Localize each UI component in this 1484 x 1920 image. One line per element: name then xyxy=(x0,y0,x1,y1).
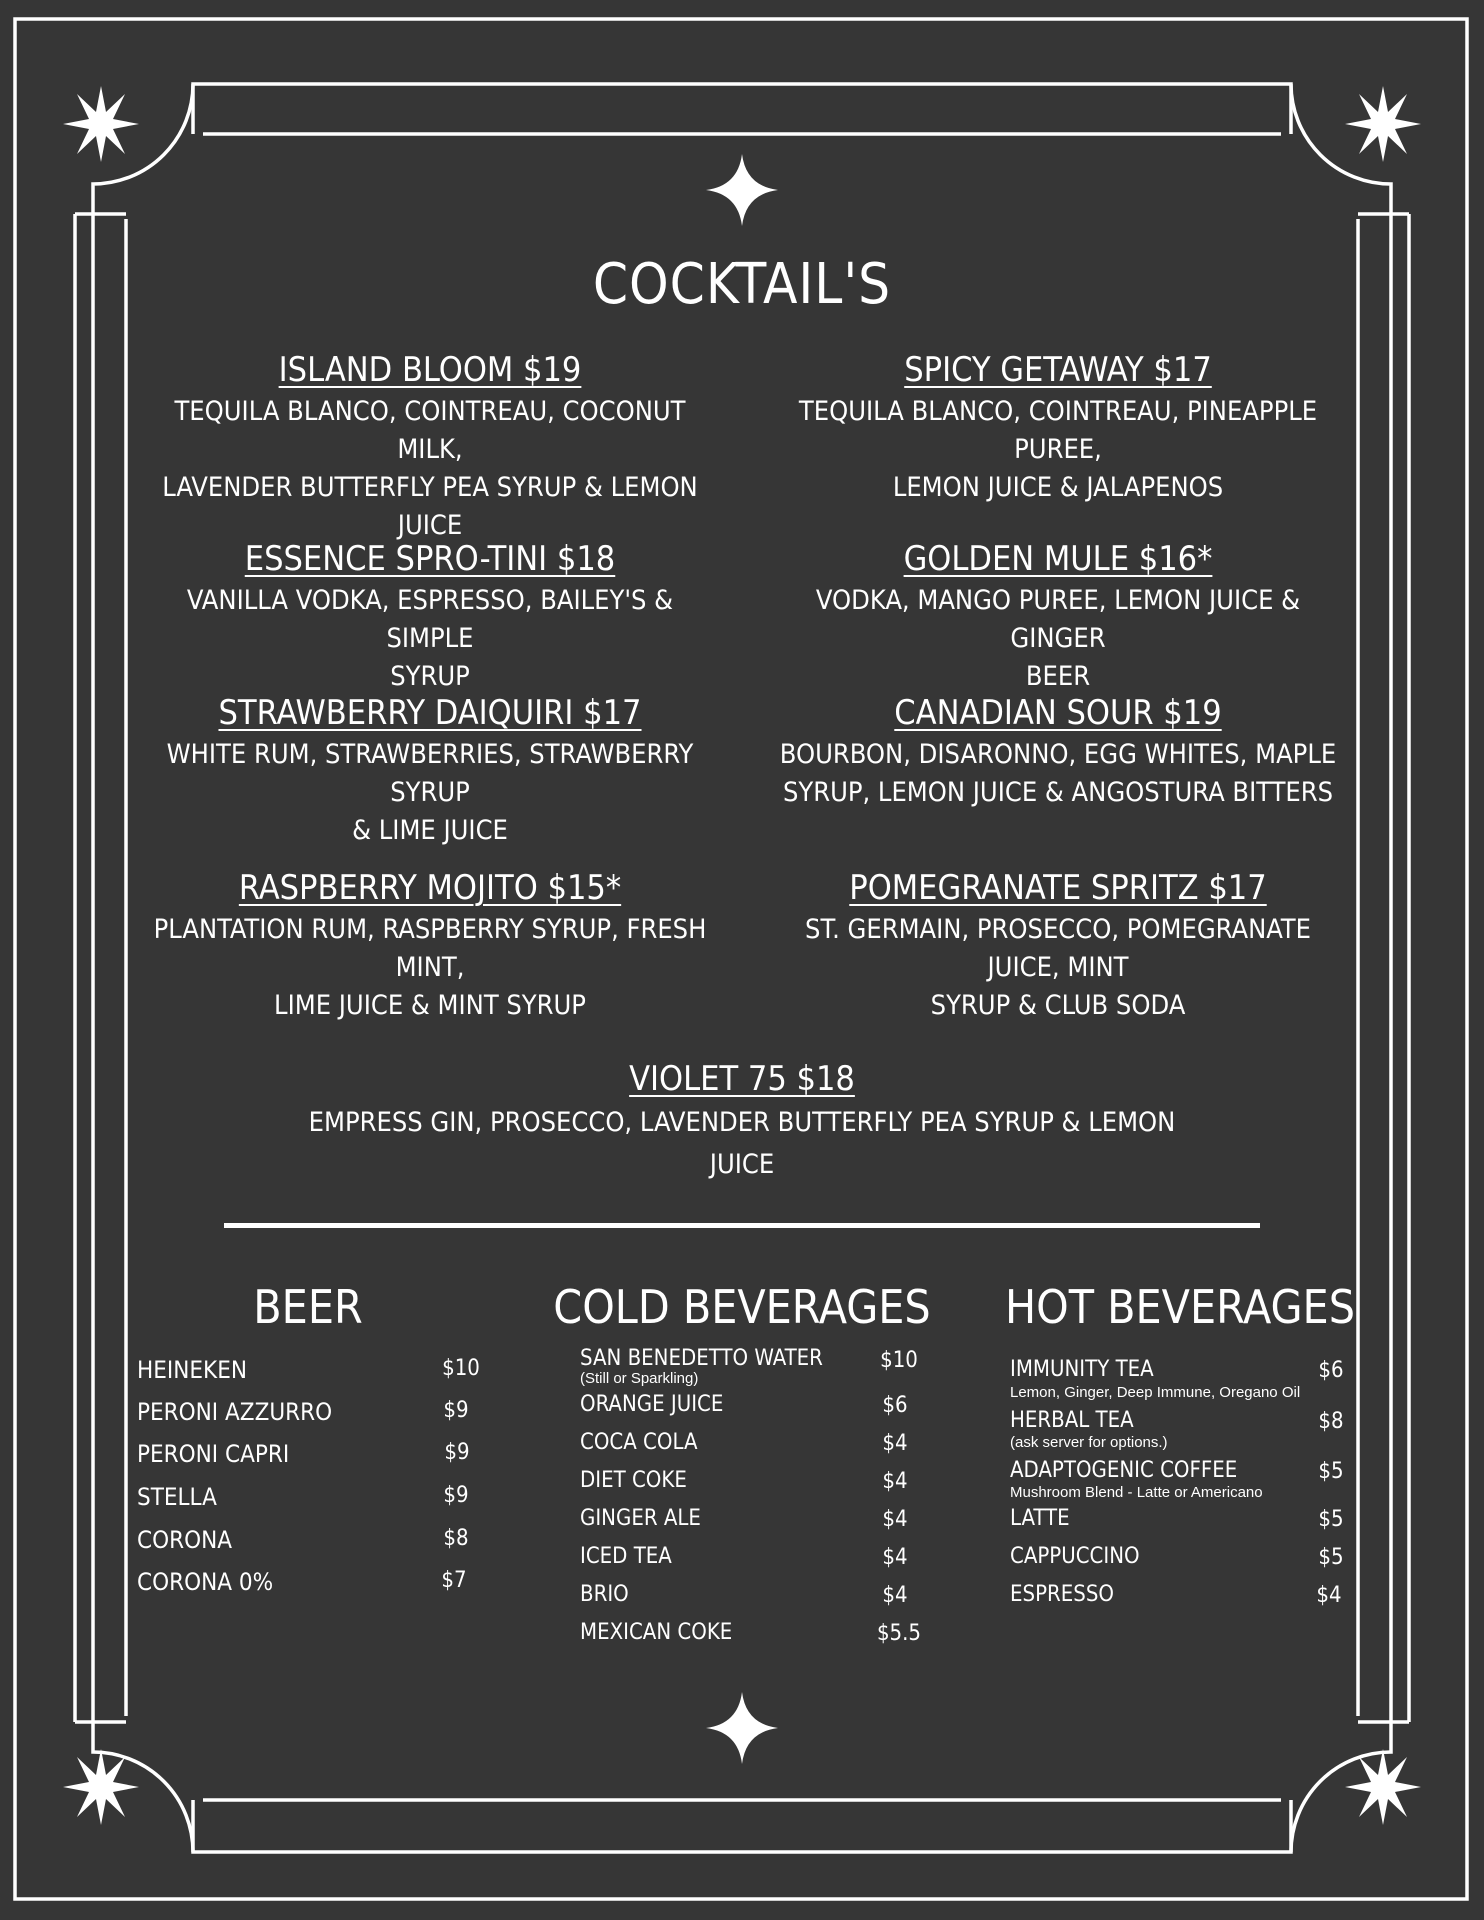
beer-item: CORONA xyxy=(137,1526,232,1554)
beer-item: HEINEKEN xyxy=(137,1356,247,1384)
cocktail-ingredients: BOURBON, DISARONNO, EGG WHITES, MAPLE SYRUP, LEMON JUICE & ANGOSTURA BITTERS xyxy=(779,739,1337,808)
hot-beverage-price: $6 xyxy=(1318,1358,1344,1383)
hot-beverage-price: $5 xyxy=(1318,1507,1344,1532)
hot-beverage-item: CAPPUCCINO xyxy=(1010,1544,1140,1569)
beer-price: $8 xyxy=(443,1526,469,1551)
beer-item: PERONI AZZURRO xyxy=(137,1398,333,1426)
cold-beverage-item: COCA COLA xyxy=(580,1430,698,1455)
cocktail-ingredients: TEQUILA BLANCO, COINTREAU, COCONUT MILK, LAVENDER BUTTERFLY PEA SYRUP & LEMON JUICE xyxy=(162,396,698,541)
cocktail-item xyxy=(292,1058,1192,1186)
hot-beverage-item: LATTE xyxy=(1010,1506,1070,1531)
cold-beverage-price: $10 xyxy=(880,1348,918,1373)
sparkle-icon-top-right xyxy=(1344,85,1422,163)
hot-beverage-price: $5 xyxy=(1318,1545,1344,1570)
cocktail-item xyxy=(778,692,1338,812)
cocktail-ingredients: WHITE RUM, STRAWBERRIES, STRAWBERRY SYRUP & LIME JUICE xyxy=(166,739,694,846)
cold-beverage-price: $5.5 xyxy=(876,1621,922,1646)
cold-beverage-item: BRIO xyxy=(580,1582,629,1607)
cold-beverage-price: $4 xyxy=(882,1431,908,1456)
cocktail-ingredients: TEQUILA BLANCO, COINTREAU, PINEAPPLE PUREE, LEMON JUICE & JALAPENOS xyxy=(798,396,1318,503)
cocktail-name: SPICY GETAWAY $17 xyxy=(904,350,1212,390)
beer-price: $9 xyxy=(444,1440,470,1465)
four-point-star-icon-top xyxy=(705,153,779,227)
sparkle-icon-bottom-right xyxy=(1344,1748,1422,1826)
beer-item: PERONI CAPRI xyxy=(137,1440,290,1468)
hot-beverage-price: $8 xyxy=(1318,1409,1344,1434)
cocktail-ingredients: ST. GERMAIN, PROSECCO, POMEGRANATE JUICE, MINT SYRUP & CLUB SODA xyxy=(805,914,1311,1021)
cold-beverage-price: $4 xyxy=(882,1545,908,1570)
cold-beverage-note: (Still or Sparkling) xyxy=(580,1370,699,1387)
cocktail-name: ISLAND BLOOM $19 xyxy=(278,350,582,390)
beer-price: $10 xyxy=(442,1356,480,1381)
cold-beverage-price: $6 xyxy=(882,1393,908,1418)
beer-item: STELLA xyxy=(137,1483,217,1511)
beer-price: $7 xyxy=(441,1568,467,1593)
hot-beverage-item: IMMUNITY TEA xyxy=(1010,1357,1154,1382)
cold-beverage-price: $4 xyxy=(882,1507,908,1532)
page-title: COCKTAIL'S xyxy=(592,252,892,317)
sparkle-icon-top-left xyxy=(62,85,140,163)
hot-beverage-note: Lemon, Ginger, Deep Immune, Oregano Oil xyxy=(1010,1384,1301,1401)
cold-beverage-item: GINGER ALE xyxy=(580,1506,701,1531)
beer-price: $9 xyxy=(443,1483,469,1508)
hot-beverage-item: ESPRESSO xyxy=(1010,1582,1114,1607)
beer-item: CORONA 0% xyxy=(137,1568,274,1596)
cocktail-ingredients: VANILLA VODKA, ESPRESSO, BAILEY'S & SIMPLE SYRUP xyxy=(186,585,674,692)
cold-beverage-price: $4 xyxy=(882,1469,908,1494)
cocktail-name: CANADIAN SOUR $19 xyxy=(894,693,1222,733)
cocktail-item xyxy=(150,349,710,545)
cocktail-ingredients: PLANTATION RUM, RASPBERRY SYRUP, FRESH MINT, LIME JUICE & MINT SYRUP xyxy=(153,914,707,1021)
beer-section-title: BEER xyxy=(253,1280,363,1334)
cold-beverage-item: ORANGE JUICE xyxy=(580,1392,724,1417)
cocktail-name: RASPBERRY MOJITO $15* xyxy=(238,868,622,908)
cold-beverage-item: MEXICAN COKE xyxy=(580,1620,733,1645)
hot-beverage-item: ADAPTOGENIC COFFEE xyxy=(1010,1458,1238,1483)
cold-beverage-price: $4 xyxy=(882,1583,908,1608)
cocktail-ingredients: VODKA, MANGO PUREE, LEMON JUICE & GINGER BEER xyxy=(815,585,1301,692)
cold-beverage-item: SAN BENEDETTO WATER xyxy=(580,1346,823,1371)
hot-beverage-price: $4 xyxy=(1316,1583,1342,1608)
cocktail-name: GOLDEN MULE $16* xyxy=(903,539,1213,579)
cocktail-item xyxy=(778,538,1338,696)
cocktail-name: ESSENCE SPRO-TINI $18 xyxy=(244,539,616,579)
cocktail-name: STRAWBERRY DAIQUIRI $17 xyxy=(218,693,642,733)
hot-beverages-section-title: HOT BEVERAGES xyxy=(1005,1280,1355,1334)
four-point-star-icon-bottom xyxy=(705,1691,779,1765)
hot-beverage-note: (ask server for options.) xyxy=(1010,1434,1168,1451)
cocktail-item xyxy=(150,692,710,850)
hot-beverage-item: HERBAL TEA xyxy=(1010,1408,1134,1433)
cocktail-name: POMEGRANATE SPRITZ $17 xyxy=(849,868,1267,908)
sparkle-icon-bottom-left xyxy=(62,1748,140,1826)
hot-beverage-price: $5 xyxy=(1318,1459,1344,1484)
beer-price: $9 xyxy=(443,1398,469,1423)
cold-beverage-item: DIET COKE xyxy=(580,1468,687,1493)
cocktail-ingredients: EMPRESS GIN, PROSECCO, LAVENDER BUTTERFLY PEA SYRUP & LEMON JUICE xyxy=(308,1107,1176,1180)
cold-beverages-section-title: COLD BEVERAGES xyxy=(553,1280,931,1334)
section-divider xyxy=(224,1223,1260,1228)
cocktail-item xyxy=(150,867,710,1025)
cocktail-name: VIOLET 75 $18 xyxy=(629,1059,855,1099)
cocktail-item xyxy=(778,867,1338,1025)
hot-beverage-note: Mushroom Blend - Latte or Americano xyxy=(1010,1484,1263,1501)
cocktail-item xyxy=(778,349,1338,507)
cold-beverage-item: ICED TEA xyxy=(580,1544,672,1569)
cocktail-item xyxy=(150,538,710,696)
